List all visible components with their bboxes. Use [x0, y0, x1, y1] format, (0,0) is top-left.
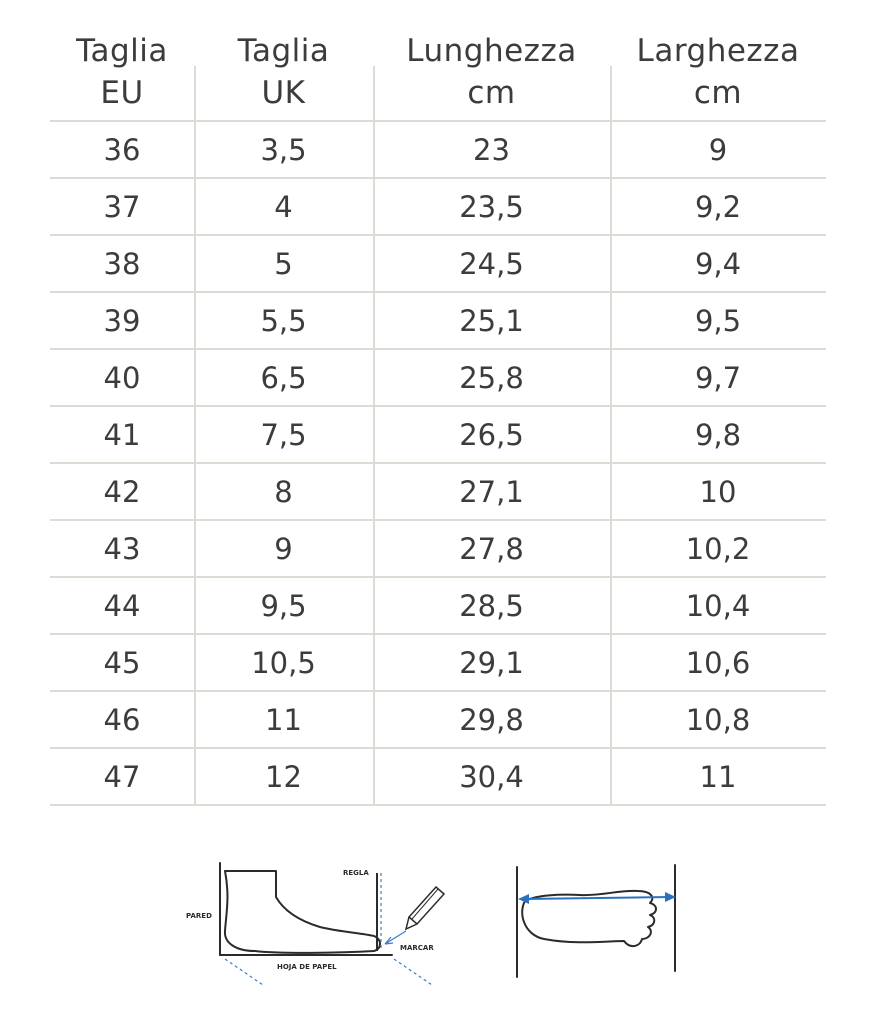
cell-eu: 40	[103, 360, 141, 395]
table-row	[50, 747, 826, 806]
table-row	[50, 462, 826, 519]
measuring-illustration	[180, 855, 700, 995]
header-line: Taglia	[237, 33, 330, 69]
cell-width: 11	[699, 759, 737, 794]
table-row	[50, 234, 826, 291]
table-row	[50, 291, 826, 348]
label-regla: REGLA	[343, 869, 369, 877]
pencil-icon	[406, 887, 444, 929]
table-row	[50, 690, 826, 747]
cell-uk: 5	[274, 246, 293, 281]
header-line: Taglia	[76, 33, 168, 69]
cell-uk: 12	[265, 759, 302, 794]
cell-width: 10,6	[685, 645, 751, 680]
cell-length: 23	[473, 132, 510, 167]
label-hoja-de-papel: HOJA DE PAPEL	[277, 963, 337, 971]
header-size-uk	[194, 28, 373, 114]
cell-uk: 9,5	[260, 588, 307, 623]
cell-eu: 46	[103, 702, 141, 737]
cell-eu: 45	[103, 645, 141, 680]
cell-uk: 4	[274, 189, 293, 224]
marcar-arrow-icon	[385, 931, 406, 944]
cell-uk: 11	[265, 702, 302, 737]
cell-uk: 3,5	[260, 132, 307, 167]
table-header	[50, 28, 826, 120]
cell-width: 10,8	[685, 702, 751, 737]
column-divider	[373, 66, 375, 806]
header-line: Lunghezza	[406, 33, 577, 69]
cell-length: 25,1	[459, 303, 524, 338]
cell-length: 30,4	[459, 759, 524, 794]
cell-width: 10	[699, 474, 737, 509]
cell-length: 24,5	[459, 246, 524, 281]
size-table	[50, 28, 826, 806]
cell-length: 27,1	[459, 474, 524, 509]
cell-length: 26,5	[459, 417, 524, 452]
table-row	[50, 633, 826, 690]
column-divider	[194, 66, 196, 806]
cell-length: 27,8	[459, 531, 524, 566]
table-row	[50, 576, 826, 633]
cell-eu: 44	[103, 588, 141, 623]
cell-width: 9	[708, 132, 728, 167]
table-row	[50, 519, 826, 576]
cell-width: 10,4	[685, 588, 751, 623]
table-row	[50, 405, 826, 462]
cell-length: 29,1	[459, 645, 524, 680]
cell-length: 25,8	[459, 360, 524, 395]
cell-width: 9,8	[694, 417, 742, 452]
header-width	[610, 28, 826, 114]
table-row	[50, 348, 826, 405]
cell-width: 9,5	[694, 303, 742, 338]
cell-eu: 47	[103, 759, 141, 794]
cell-eu: 38	[103, 246, 141, 281]
label-pared: PARED	[186, 912, 212, 920]
label-marcar: MARCAR	[400, 944, 434, 952]
cell-length: 23,5	[459, 189, 524, 224]
cell-eu: 37	[103, 189, 141, 224]
header-line: cm	[467, 75, 516, 111]
foot-top-icon	[517, 865, 675, 977]
header-length	[373, 28, 610, 114]
header-line: UK	[261, 75, 306, 111]
cell-uk: 7,5	[260, 417, 307, 452]
cell-uk: 10,5	[251, 645, 316, 680]
cell-eu: 39	[103, 303, 141, 338]
cell-length: 29,8	[459, 702, 524, 737]
header-line: EU	[100, 75, 144, 111]
cell-uk: 6,5	[260, 360, 307, 395]
table-row	[50, 177, 826, 234]
cell-width: 9,7	[694, 360, 742, 395]
cell-eu: 41	[103, 417, 141, 452]
column-divider	[610, 66, 612, 806]
cell-eu: 36	[103, 132, 141, 167]
cell-length: 28,5	[459, 588, 524, 623]
header-line: cm	[693, 75, 743, 111]
header-line: Larghezza	[636, 33, 800, 69]
cell-eu: 43	[103, 531, 141, 566]
cell-uk: 8	[274, 474, 293, 509]
cell-width: 9,4	[694, 246, 742, 281]
cell-width: 9,2	[694, 189, 742, 224]
table-row	[50, 120, 826, 177]
header-size-eu	[50, 28, 194, 114]
cell-eu: 42	[103, 474, 141, 509]
cell-width: 10,2	[685, 531, 751, 566]
cell-uk: 5,5	[260, 303, 307, 338]
cell-uk: 9	[274, 531, 293, 566]
